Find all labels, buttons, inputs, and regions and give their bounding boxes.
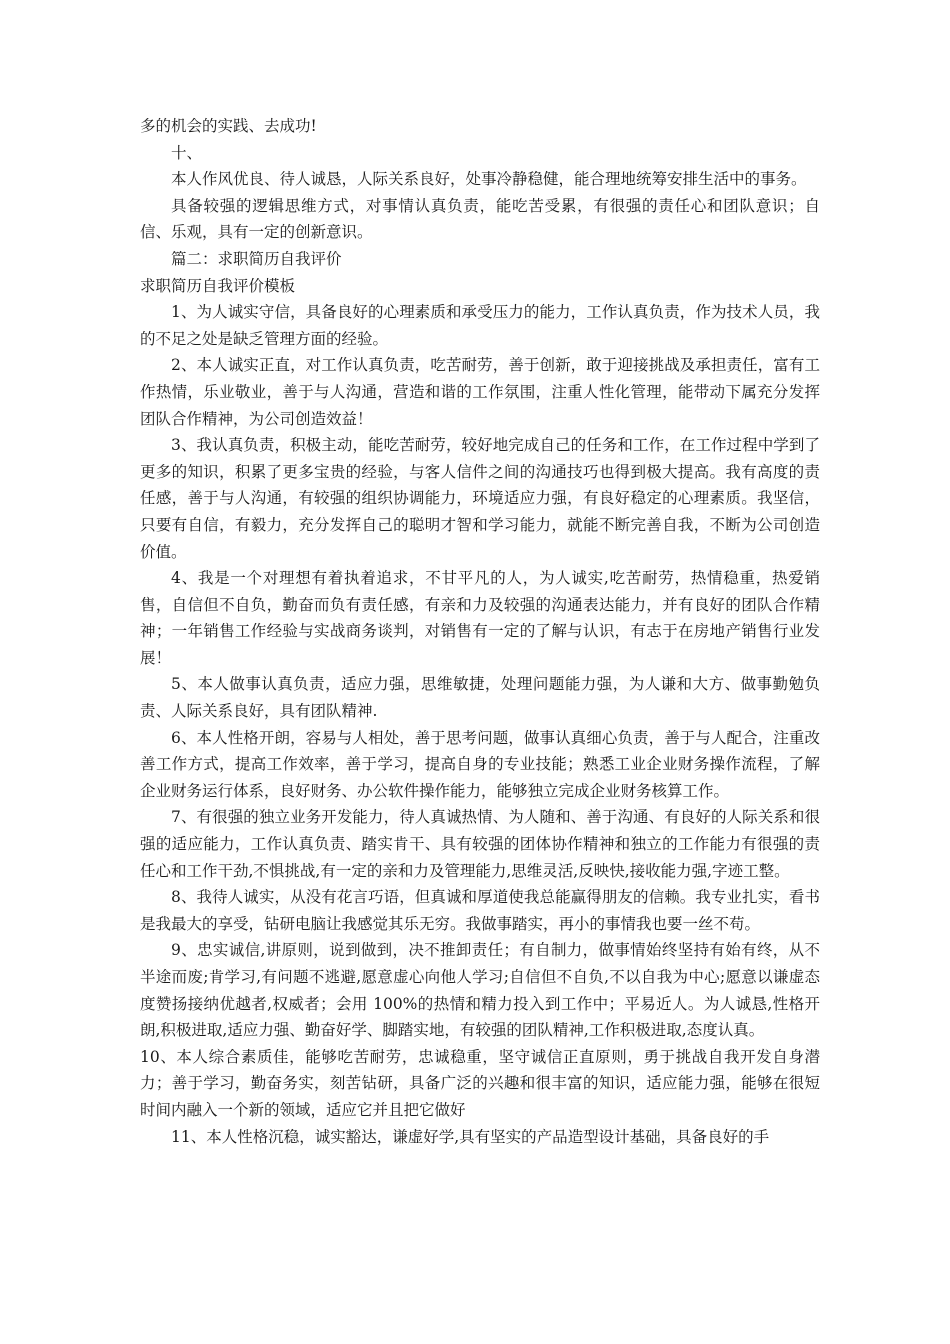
list-item: 4、我是一个对理想有着执着追求，不甘平凡的人，为人诚实,吃苦耐劳，热情稳重，热爱销售，自信但不自负，勤奋而负有责任感，有亲和力及较强的沟通表达能力，并有良好的团队合作精神；一年销售工作经验与实战商务谈判，对销售有一定的了解与认识，有志于在房地产销售行业发展！ [140, 569, 820, 667]
list-item: 8、我待人诚实，从没有花言巧语，但真诚和厚道使我总能赢得朋友的信赖。我专业扎实，看书是我最大的享受，钻研电脑让我感觉其乐无穷。我做事踏实，再小的事情我也要一丝不苟。 [140, 888, 820, 933]
list-item: 10、本人综合素质佳，能够吃苦耐劳，忠诚稳重，坚守诚信正直原则，勇于挑战自我开发自身潜力；善于学习，勤奋务实，刻苦钻研，具备广泛的兴趣和很丰富的知识，适应能力强，能够在很短时间内融入一个新的领域，适应它并且把它做好 [140, 1047, 820, 1119]
list-item: 5、本人做事认真负责，适应力强，思维敏捷，处理问题能力强，为人谦和大方、做事勤勉负责、人际关系良好，具有团队精神. [140, 675, 820, 721]
paragraph: 具备较强的逻辑思维方式，对事情认真负责，能吃苦受累，有很强的责任心和团队意识；自信、乐观，具有一定的创新意识。 [140, 196, 820, 242]
document-subtitle: 求职简历自我评价模板 [140, 276, 296, 295]
chapter-heading: 篇二：求职简历自我评价 [171, 249, 342, 268]
list-item: 9、忠实诚信,讲原则，说到做到，决不推卸责任；有自制力，做事情始终坚持有始有终，从不半途而废;肯学习,有问题不逃避,愿意虚心向他人学习;自信但不自负,不以自我为中心;愿意以谦虚态度赞扬接纳优越者,权威者；会用 100%的热情和精力投入到工作中；平易近人。为人诚恳,性格开朗,积极进取,适应力强、勤奋好学、脚踏实地，有较强的团队精神,工作积极进取,态度认真。 [140, 941, 820, 1040]
list-item: 2、本人诚实正直，对工作认真负责，吃苦耐劳，善于创新，敢于迎接挑战及承担责任，富有工作热情，乐业敬业，善于与人沟通，营造和谐的工作氛围，注重人性化管理，能带动下属充分发挥团队合作精神，为公司创造效益！ [140, 356, 820, 428]
paragraph: 本人作风优良、待人诚恳，人际关系良好，处事冷静稳健，能合理地统筹安排生活中的事务。 [171, 170, 807, 189]
list-item: 1、为人诚实守信，具备良好的心理素质和承受压力的能力，工作认真负责，作为技术人员，我的不足之处是缺乏管理方面的经验。 [140, 303, 820, 348]
list-item: 11、本人性格沉稳，诚实豁达，谦虚好学,具有坚实的产品造型设计基础，具备良好的手 [171, 1127, 770, 1146]
document-body [140, 113, 820, 1150]
list-item: 3、我认真负责，积极主动，能吃苦耐劳，较好地完成自己的任务和工作，在工作过程中学到了更多的知识，积累了更多宝贵的经验，与客人信件之间的沟通技巧也得到极大提高。我有高度的责任感，善于与人沟通，有较强的组织协调能力，环境适应力强，有良好稳定的心理素质。我坚信，只要有自信，有毅力，充分发挥自己的聪明才智和学习能力，就能不断完善自我，不断为公司创造价值。 [140, 436, 820, 561]
section-heading-ten: 十、 [171, 143, 203, 162]
paragraph-continuation: 多的机会的实践、去成功! [140, 117, 317, 135]
list-item: 7、有很强的独立业务开发能力，待人真诚热情、为人随和、善于沟通、有良好的人际关系和很强的适应能力，工作认真负责、踏实肯干、具有较强的团体协作精神和独立的工作能力有很强的责任心和工作干劲,不惧挑战,有一定的亲和力及管理能力,思维灵活,反映快,接收能力强,字迹工整。 [140, 808, 820, 880]
list-item: 6、本人性格开朗，容易与人相处，善于思考问题，做事认真细心负责，善于与人配合，注重改善工作方式，提高工作效率，善于学习，提高自身的专业技能；熟悉工业企业财务操作流程，了解企业财务运行体系，良好财务、办公软件操作能力，能够独立完成企业财务核算工作。 [140, 728, 820, 800]
